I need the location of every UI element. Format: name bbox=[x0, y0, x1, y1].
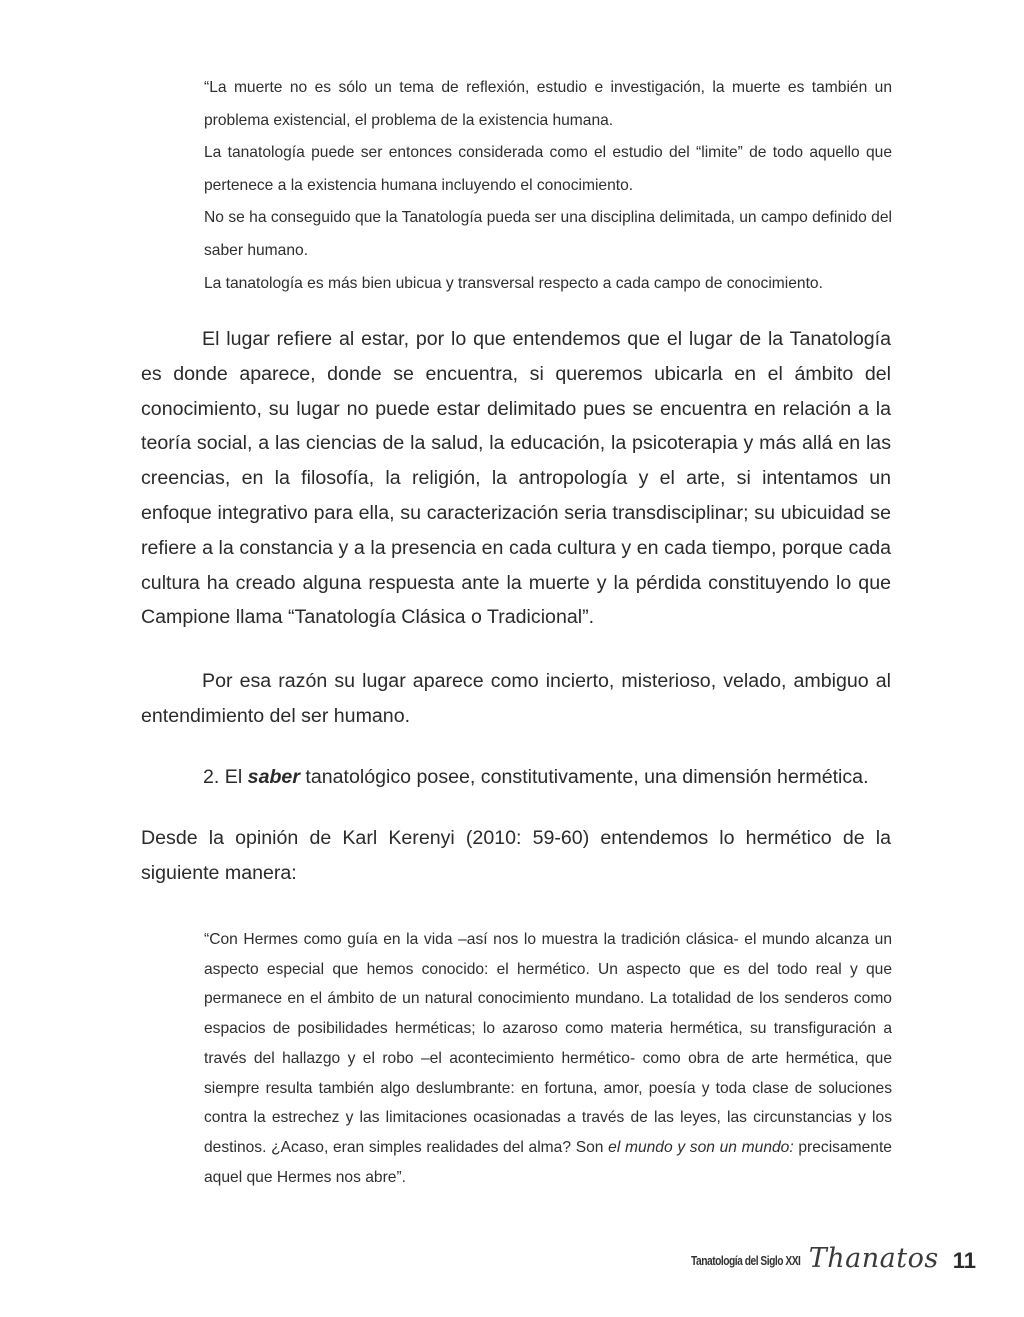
item-emphasis: saber bbox=[247, 766, 300, 788]
quote1-line-3: No se ha conseguido que la Tanatología pueda ser una disciplina delimitada, un campo definido del saber humano. bbox=[204, 209, 892, 259]
body-paragraph-2-text: Por esa razón su lugar aparece como incierto, misterioso, velado, ambiguo al entendimiento del ser humano. bbox=[141, 670, 891, 727]
block-quote-2 bbox=[204, 925, 892, 1192]
page-number: 11 bbox=[952, 1248, 976, 1273]
item-rest: tanatológico posee, constitutivamente, una dimensión hermética. bbox=[299, 766, 869, 788]
quote2-italic: el mundo y son un mundo: bbox=[608, 1138, 794, 1156]
quote1-line-2: La tanatología puede ser entonces considerada como el estudio del “limite” de todo aquello que pertenece a la existencia humana incluyendo el conocimiento. bbox=[204, 144, 892, 194]
item-number: 2. bbox=[203, 766, 220, 788]
numbered-item-2 bbox=[141, 760, 891, 795]
footer-journal-label: Tanatología del Siglo XXI bbox=[691, 1254, 801, 1268]
quote1-line-4: La tanatología es más bien ubicua y transversal respecto a cada campo de conocimiento. bbox=[204, 274, 823, 292]
quote2-text: “Con Hermes como guía en la vida –así nos lo muestra la tradición clásica- el mundo alcanza un aspecto especial que hemos conocido: el hermético. Un aspecto que es del todo real y que permanece en el ámbito de un natural conocimiento mundano. La totalidad de los senderos como espacios de posibilidades herméticas; lo azaroso como materia hermética, su transfiguración a través del hallazgo y el robo –el acontecimiento hermético- como obra de arte hermética, que siempre resulta también algo deslumbrante: en fortuna, amor, poesía y toda clase de soluciones contra la estrechez y las limitaciones ocasionadas a través de las leyes, las circunstancias y los destinos. ¿Acaso, eran simples realidades del alma? Son bbox=[204, 931, 892, 1156]
quote1-line-1: “La muerte no es sólo un tema de reflexión, estudio e investigación, la muerte es también un problema existencial, el problema de la existencia humana. bbox=[204, 79, 892, 129]
body-paragraph-1-text: El lugar refiere al estar, por lo que entendemos que el lugar de la Tanatología es donde aparece, donde se encuentra, si queremos ubicarla en el ámbito del conocimiento, su lugar no puede estar delimitado pues se encuentra en relación a la teoría social, a las ciencias de la salud, la educación, la psicoterapia y más allá en las creencias, en la filosofía, la religión, la antropología y el arte, si intentamos un enfoque integrativo para ella, su caracterización seria transdisciplinar; su ubicuidad se refiere a la constancia y a la presencia en cada cultura y en cada tiempo, porque cada cultura ha creado alguna respuesta ante la muerte y la pérdida constituyendo lo que Campione llama “Tanatología Clásica o Tradicional”. bbox=[141, 328, 891, 629]
body-paragraph-3 bbox=[141, 821, 891, 891]
quote2-end: precisamente aquel que Hermes nos abre”. bbox=[204, 1138, 892, 1186]
body-paragraph-3-text: Desde la opinión de Karl Kerenyi (2010: 59-60) entendemos lo hermético de la siguiente manera: bbox=[141, 827, 891, 884]
body-paragraph-1 bbox=[141, 322, 891, 635]
block-quote-1 bbox=[204, 72, 892, 300]
body-paragraph-2 bbox=[141, 664, 891, 734]
page-footer bbox=[667, 1234, 976, 1274]
item-prefix: El bbox=[224, 766, 248, 788]
thanatos-logo: Thanatos bbox=[808, 1243, 939, 1274]
